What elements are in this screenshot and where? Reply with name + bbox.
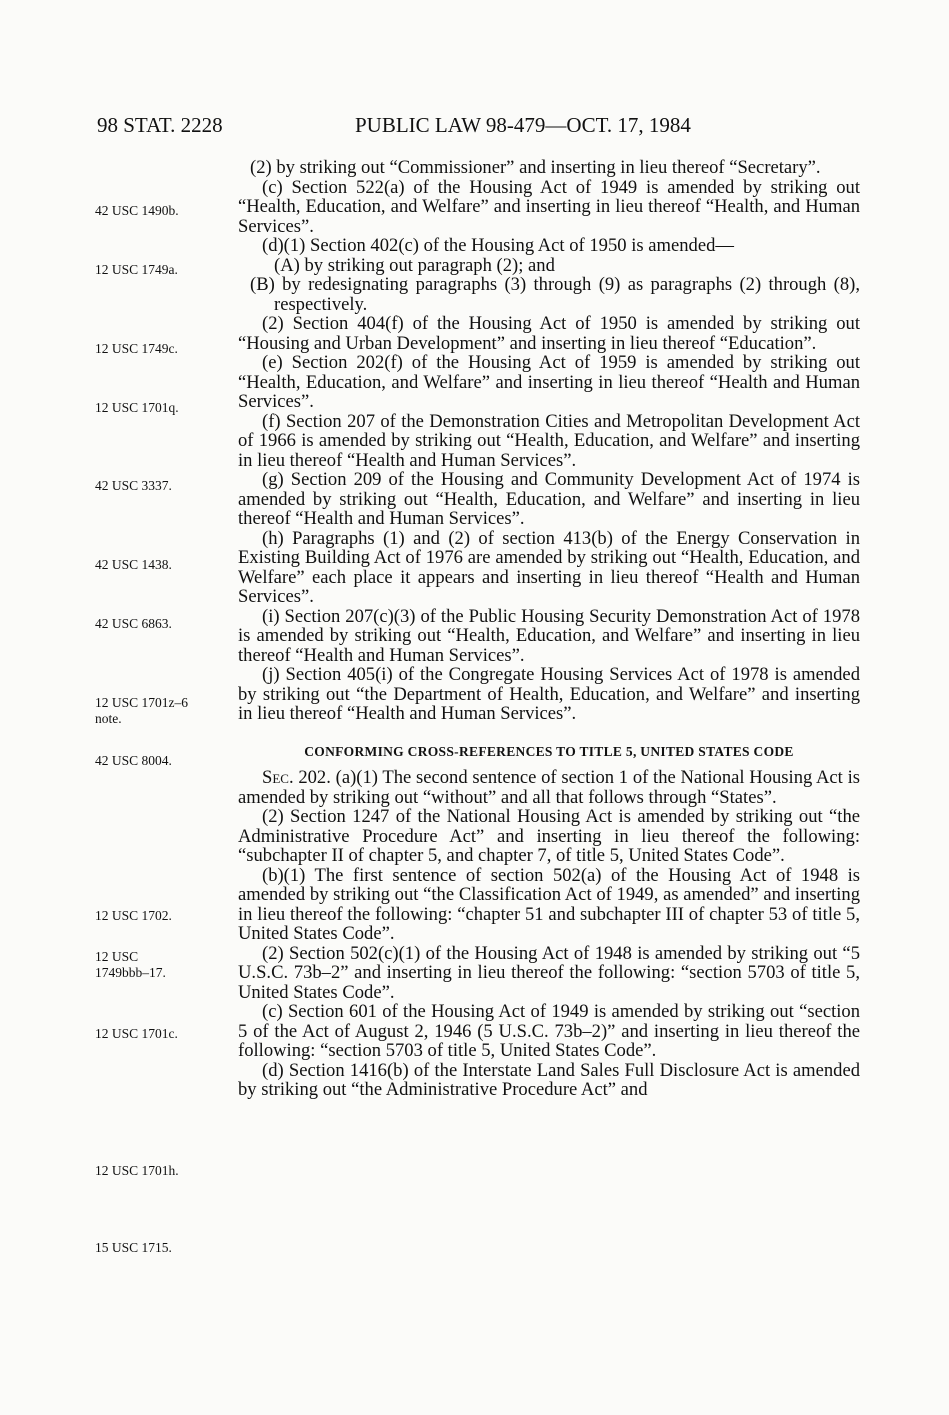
margin-citation: 15 USC 1715. — [95, 1240, 172, 1255]
section-label: Sec. 202. — [262, 767, 331, 788]
paragraph: (f) Section 207 of the Demonstration Cities and Metropolitan Development Act of 1966 is amended by striking out “Health, Education, and Welfare” and inserting in lieu thereof “Health and Human Services”. — [238, 410, 860, 471]
paragraph: (2) Section 1247 of the National Housing Act is amended by striking out “the Administrative Procedure Act” and inserting in lieu thereof the following: “subchapter II of chapter 5, and chapter 7, of title 5, United States Code”. — [238, 806, 860, 866]
margin-citation: 12 USC 1749c. — [95, 341, 178, 356]
paragraph: (e) Section 202(f) of the Housing Act of 1959 is amended by striking out “Health, Education, and Welfare” and inserting in lieu thereof “Health and Human Services”. — [238, 352, 860, 412]
paragraph: (2) by striking out “Commissioner” and inserting in lieu thereof “Secretary”. — [250, 157, 821, 178]
paragraph: (c) Section 522(a) of the Housing Act of 1949 is amended by striking out “Health, Education, and Welfare” and inserting in lieu thereof “Health, and Human Services”. — [238, 176, 860, 237]
paragraph: (B) by redesignating paragraphs (3) through (9) as paragraphs (2) through (8), respectively. — [250, 274, 860, 315]
paragraph: (2) Section 502(c)(1) of the Housing Act of 1948 is amended by striking out “5 U.S.C. 73b–2” and inserting in lieu thereof the following: “section 5703 of title 5, United States Code”. — [238, 942, 860, 1003]
paragraph: (b)(1) The first sentence of section 502(a) of the Housing Act of 1948 is amended by striking out “the Classification Act of 1949, as amended” and inserting in lieu thereof the following: “chapter 51 and subchapter III of chapter 53 of title 5, United States Code”. — [238, 864, 860, 944]
margin-citation: 42 USC 3337. — [95, 478, 172, 493]
paragraph: (A) by striking out paragraph (2); and — [274, 254, 555, 276]
paragraph: (j) Section 405(i) of the Congregate Housing Services Act of 1978 is amended by striking out “the Department of Health, Education, and Welfare” and inserting in lieu thereof “Health and Human Services”. — [238, 664, 860, 724]
margin-citation: 42 USC 1490b. — [95, 203, 179, 218]
margin-citation: 42 USC 1438. — [95, 557, 172, 572]
public-law-title: PUBLIC LAW 98-479—OCT. 17, 1984 — [355, 113, 691, 137]
paragraph: (2) Section 404(f) of the Housing Act of 1950 is amended by striking out “Housing and Urban Development” and inserting in lieu thereof “Education”. — [238, 313, 860, 354]
stat-page-number: 98 STAT. 2228 — [97, 113, 223, 137]
paragraph: (d) Section 1416(b) of the Interstate Land Sales Full Disclosure Act is amended by striking out “the Administrative Procedure Act” and — [238, 1059, 860, 1100]
paragraph: (g) Section 209 of the Housing and Community Development Act of 1974 is amended by striking out “Health, Education, and Welfare” and inserting in lieu thereof “Health and Human Services”. — [238, 469, 860, 529]
margin-citation: 12 USC 1749bbb–17. — [95, 949, 166, 980]
margin-citation: 12 USC 1701c. — [95, 1026, 178, 1041]
margin-citation: 12 USC 1702. — [95, 908, 172, 923]
statute-body — [238, 158, 860, 1100]
section-heading: CONFORMING CROSS-REFERENCES TO TITLE 5, UNITED STATES CODE — [304, 743, 794, 759]
margin-citation: 12 USC 1749a. — [95, 262, 178, 277]
margin-citation: 12 USC 1701q. — [95, 400, 179, 415]
paragraph: (c) Section 601 of the Housing Act of 1949 is amended by striking out “section 5 of the Act of August 2, 1946 (5 U.S.C. 73b–2)” and inserting in lieu thereof the following: “section 5703 of title 5, United States Code”. — [238, 1001, 860, 1061]
paragraph: (h) Paragraphs (1) and (2) of section 413(b) of the Energy Conservation in Existing Building Act of 1976 are amended by striking out “Health, Education, and Welfare” each place it appears and inserting in lieu thereof “Health and Human Services”. — [238, 527, 860, 607]
margin-citation: 42 USC 8004. — [95, 753, 172, 768]
paragraph: (i) Section 207(c)(3) of the Public Housing Security Demonstration Act of 1978 is amended by striking out “Health, Education, and Welfare” and inserting in lieu thereof “Health and Human Services”. — [238, 605, 860, 666]
margin-citation: 12 USC 1701h. — [95, 1163, 179, 1178]
margin-citation: 12 USC 1701z–6 note. — [95, 695, 189, 726]
paragraph: (d)(1) Section 402(c) of the Housing Act of 1950 is amended— — [262, 235, 734, 256]
page-header — [97, 113, 857, 141]
section-text: (a)(1) The second sentence of section 1 of the National Housing Act is amended by striking out “without” and all that follows through “States”. — [238, 767, 860, 808]
section-202-paragraph — [238, 768, 860, 807]
margin-citation: 42 USC 6863. — [95, 616, 172, 631]
